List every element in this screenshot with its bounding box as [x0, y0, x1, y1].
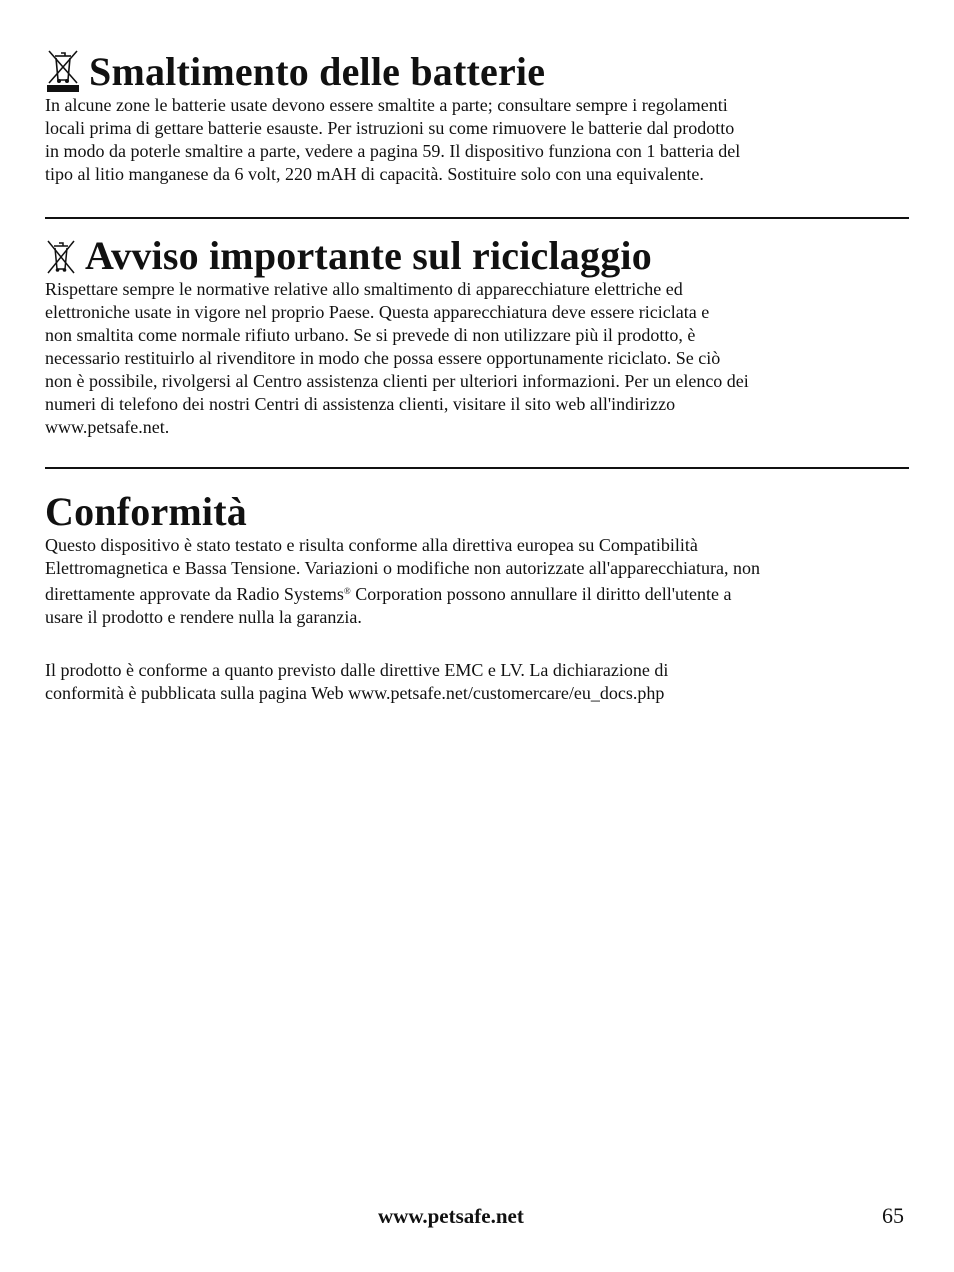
section-title	[45, 233, 909, 278]
section-title	[45, 48, 909, 92]
section-title-text: Smaltimento delle batterie	[89, 49, 546, 94]
section-title-text: Conformità	[45, 489, 247, 534]
crossed-bin-icon	[45, 48, 81, 92]
section-title-text: Avviso importante sul riciclaggio	[85, 233, 652, 278]
section-recycling-notice	[45, 233, 909, 439]
section-title	[45, 489, 909, 534]
body-text: Corporation possono annullare il diritto dell'utente a usare il prodotto e rendere nulla la garanzia.	[45, 584, 732, 627]
body-text: Questo dispositivo è stato testato e risulta conforme alla direttiva europea su Compatibilità Elettromagnetica e Bassa Tensione. Variazioni o modifiche non autorizzate all'apparecchiatura, non direttamente approvate da Radio Systems	[45, 535, 761, 604]
registered-mark: ®	[343, 586, 351, 596]
divider	[45, 217, 909, 219]
section-body	[45, 534, 909, 629]
section-body: Rispettare sempre le normative relative allo smaltimento di apparecchiature elettriche ed elettroniche usate in vigore nel proprio Paese. Questa apparecchiatura deve essere riciclata e non smaltita come normale rifiuto urbano. Se si prevede di non utilizzare più il prodotto, è necessario restituirlo al rivenditore in modo che possa essere opportunamente riciclato. Se ciò non è possibile, rivolgersi al Centro assistenza clienti per ulteriori informazioni. Per un elenco dei numeri di telefono dei nostri Centri di assistenza clienti, visitare il sito web all'indirizzo www.petsafe.net.	[45, 279, 749, 437]
divider	[45, 467, 909, 469]
section-battery-disposal	[45, 48, 909, 186]
crossed-bin-icon	[45, 238, 77, 276]
section-compliance	[45, 489, 909, 705]
section-body-2: Il prodotto è conforme a quanto previsto dalle direttive EMC e LV. La dichiarazione di conformità è pubblicata sulla pagina Web www.petsafe.net/customercare/eu_docs.php	[45, 660, 669, 703]
footer-url: www.petsafe.net	[378, 1204, 524, 1228]
section-body: In alcune zone le batterie usate devono essere smaltite a parte; consultare sempre i regolamenti locali prima di gettare batterie esauste. Per istruzioni su come rimuovere le batterie dal prodotto in modo da poterle smaltire a parte, vedere a pagina 59. Il dispositivo funziona con 1 batteria del tipo al litio manganese da 6 volt, 220 mAH di capacità. Sostituire solo con una equivalente.	[45, 95, 741, 184]
page-number: 65	[882, 1203, 904, 1228]
